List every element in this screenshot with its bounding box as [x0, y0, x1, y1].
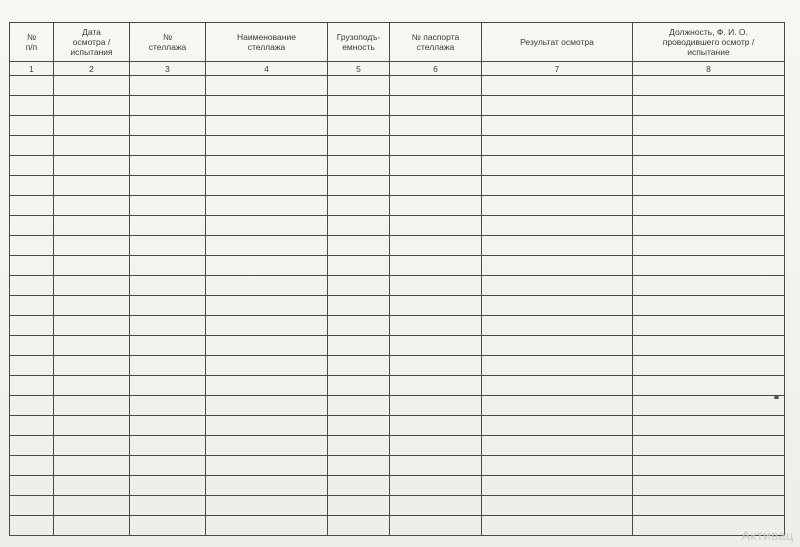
table-cell [390, 196, 482, 216]
table-cell [328, 316, 390, 336]
table-row [10, 136, 785, 156]
table-cell [130, 396, 206, 416]
column-number: 2 [54, 62, 130, 76]
table-cell [130, 496, 206, 516]
table-cell [390, 456, 482, 476]
table-cell [10, 416, 54, 436]
table-cell [10, 76, 54, 96]
table-cell [390, 336, 482, 356]
table-cell [482, 216, 633, 236]
table-cell [390, 296, 482, 316]
table-cell [130, 476, 206, 496]
table-cell [10, 396, 54, 416]
table-cell [328, 456, 390, 476]
table-cell [390, 276, 482, 296]
inspection-journal-table [9, 22, 785, 536]
table-row [10, 476, 785, 496]
table-cell [206, 256, 328, 276]
header-rack-name: Наименование стеллажа [206, 23, 328, 62]
table-cell [10, 236, 54, 256]
column-number: 1 [10, 62, 54, 76]
table-cell [54, 196, 130, 216]
table-cell [54, 116, 130, 136]
table-cell [206, 396, 328, 416]
table-cell [206, 456, 328, 476]
table-cell [633, 316, 785, 336]
header-row [10, 23, 785, 62]
table-row [10, 456, 785, 476]
table-cell [482, 396, 633, 416]
table-cell [328, 356, 390, 376]
table-cell [390, 376, 482, 396]
table-cell [54, 496, 130, 516]
table-cell [206, 236, 328, 256]
table-cell [633, 416, 785, 436]
table-cell [206, 436, 328, 456]
table-cell [482, 476, 633, 496]
table-cell [206, 376, 328, 396]
table-cell [390, 116, 482, 136]
table-cell [482, 296, 633, 316]
table-row [10, 356, 785, 376]
table-cell [633, 436, 785, 456]
table-cell [633, 276, 785, 296]
table-cell [54, 436, 130, 456]
table-cell [633, 196, 785, 216]
table-cell [328, 156, 390, 176]
table-cell [206, 356, 328, 376]
table-row [10, 316, 785, 336]
column-number: 5 [328, 62, 390, 76]
table-cell [482, 516, 633, 536]
table-cell [206, 156, 328, 176]
table-cell [10, 476, 54, 496]
table-cell [633, 116, 785, 136]
table-cell [206, 496, 328, 516]
table-cell [130, 176, 206, 196]
table-cell [130, 276, 206, 296]
table-cell [328, 216, 390, 236]
column-number-row [10, 62, 785, 76]
table-row [10, 416, 785, 436]
table-cell [328, 196, 390, 216]
table-cell [328, 96, 390, 116]
table-cell [482, 96, 633, 116]
table-cell [482, 156, 633, 176]
table-cell [390, 476, 482, 496]
table-cell [328, 336, 390, 356]
table-cell [54, 416, 130, 436]
table-cell [482, 196, 633, 216]
table-cell [54, 76, 130, 96]
table-cell [54, 316, 130, 336]
table-cell [10, 496, 54, 516]
table-cell [130, 256, 206, 276]
column-number: 8 [633, 62, 785, 76]
table-cell [54, 456, 130, 476]
table-cell [130, 96, 206, 116]
table-cell [633, 456, 785, 476]
table-cell [633, 356, 785, 376]
table-cell [54, 156, 130, 176]
table-cell [10, 256, 54, 276]
table-cell [10, 376, 54, 396]
table-cell [206, 336, 328, 356]
table-cell [390, 436, 482, 456]
table-cell [10, 116, 54, 136]
table-row [10, 496, 785, 516]
table-cell [633, 96, 785, 116]
table-cell [390, 316, 482, 336]
table-cell [10, 176, 54, 196]
table-cell [328, 176, 390, 196]
table-row [10, 396, 785, 416]
table-cell [54, 516, 130, 536]
table-row [10, 376, 785, 396]
table-cell [328, 496, 390, 516]
table-cell [130, 136, 206, 156]
table-row [10, 516, 785, 536]
table-row [10, 236, 785, 256]
table-cell [206, 216, 328, 236]
table-cell [206, 416, 328, 436]
table-cell [390, 136, 482, 156]
table-cell [328, 276, 390, 296]
table-row [10, 256, 785, 276]
table-cell [10, 196, 54, 216]
table-cell [54, 276, 130, 296]
table-row [10, 296, 785, 316]
table-cell [130, 516, 206, 536]
table-cell [10, 336, 54, 356]
table-cell [390, 96, 482, 116]
table-cell [10, 276, 54, 296]
table-cell [633, 236, 785, 256]
table-cell [482, 336, 633, 356]
table-cell [390, 76, 482, 96]
table-cell [633, 396, 785, 416]
column-number: 7 [482, 62, 633, 76]
table-cell [130, 356, 206, 376]
table-cell [482, 316, 633, 336]
header-passport-number: № паспорта стеллажа [390, 23, 482, 62]
table-cell [10, 96, 54, 116]
table-cell [130, 436, 206, 456]
table-cell [482, 276, 633, 296]
table-cell [482, 456, 633, 476]
table-cell [206, 136, 328, 156]
header-inspection-result: Результат осмотра [482, 23, 633, 62]
table-cell [130, 236, 206, 256]
table-cell [130, 316, 206, 336]
table-row [10, 276, 785, 296]
table-cell [328, 296, 390, 316]
table-cell [130, 416, 206, 436]
table-cell [482, 376, 633, 396]
table-cell [10, 356, 54, 376]
table-cell [633, 496, 785, 516]
table-cell [328, 376, 390, 396]
table-cell [206, 516, 328, 536]
column-number: 6 [390, 62, 482, 76]
journal-body [10, 76, 785, 536]
table-cell [390, 516, 482, 536]
paper-speck [774, 396, 779, 399]
table-cell [130, 376, 206, 396]
table-cell [206, 196, 328, 216]
table-cell [54, 296, 130, 316]
table-cell [328, 436, 390, 456]
table-cell [130, 156, 206, 176]
table-cell [54, 236, 130, 256]
table-cell [328, 136, 390, 156]
table-cell [206, 96, 328, 116]
table-cell [206, 116, 328, 136]
table-cell [206, 296, 328, 316]
table-cell [482, 116, 633, 136]
column-number: 4 [206, 62, 328, 76]
table-cell [10, 136, 54, 156]
table-cell [206, 476, 328, 496]
table-cell [10, 156, 54, 176]
table-cell [54, 176, 130, 196]
table-row [10, 156, 785, 176]
table-cell [130, 196, 206, 216]
table-cell [482, 416, 633, 436]
header-item-number: № п/п [10, 23, 54, 62]
table-row [10, 76, 785, 96]
table-cell [482, 356, 633, 376]
table-cell [390, 416, 482, 436]
activation-watermark: Активац [741, 528, 794, 543]
table-cell [328, 476, 390, 496]
table-row [10, 116, 785, 136]
table-cell [390, 176, 482, 196]
table-row [10, 336, 785, 356]
header-rack-number: № стеллажа [130, 23, 206, 62]
table-cell [482, 256, 633, 276]
table-cell [390, 256, 482, 276]
table-cell [54, 216, 130, 236]
table-row [10, 216, 785, 236]
table-cell [328, 516, 390, 536]
table-cell [390, 236, 482, 256]
table-cell [130, 116, 206, 136]
table-cell [390, 496, 482, 516]
table-cell [633, 76, 785, 96]
table-cell [633, 476, 785, 496]
table-cell [130, 76, 206, 96]
table-cell [54, 336, 130, 356]
table-cell [10, 516, 54, 536]
header-load-capacity: Грузоподъ- емность [328, 23, 390, 62]
table-cell [390, 356, 482, 376]
table-cell [482, 136, 633, 156]
table-cell [328, 76, 390, 96]
table-cell [633, 216, 785, 236]
header-inspector: Должность, Ф. И. О. проводившего осмотр / испытание [633, 23, 785, 62]
table-cell [633, 296, 785, 316]
table-cell [206, 316, 328, 336]
table-row [10, 96, 785, 116]
table-cell [130, 216, 206, 236]
table-cell [54, 96, 130, 116]
table-cell [633, 136, 785, 156]
table-cell [390, 396, 482, 416]
table-cell [390, 156, 482, 176]
table-cell [633, 376, 785, 396]
table-cell [54, 476, 130, 496]
table-cell [10, 436, 54, 456]
table-cell [54, 356, 130, 376]
table-cell [633, 256, 785, 276]
table-cell [482, 436, 633, 456]
table-cell [328, 116, 390, 136]
table-row [10, 176, 785, 196]
table-cell [206, 76, 328, 96]
table-cell [130, 336, 206, 356]
table-cell [390, 216, 482, 236]
table-cell [482, 236, 633, 256]
table-cell [54, 396, 130, 416]
header-inspection-date: Дата осмотра / испытания [54, 23, 130, 62]
column-number: 3 [130, 62, 206, 76]
table-cell [10, 216, 54, 236]
table-cell [54, 136, 130, 156]
table-row [10, 196, 785, 216]
table-cell [482, 496, 633, 516]
table-cell [206, 276, 328, 296]
table-cell [328, 396, 390, 416]
table-cell [633, 156, 785, 176]
table-cell [130, 456, 206, 476]
table-cell [130, 296, 206, 316]
table-cell [328, 236, 390, 256]
table-cell [54, 256, 130, 276]
table-cell [54, 376, 130, 396]
table-cell [482, 176, 633, 196]
table-cell [482, 76, 633, 96]
table-cell [633, 176, 785, 196]
table-cell [10, 296, 54, 316]
table-cell [328, 416, 390, 436]
table-cell [328, 256, 390, 276]
table-row [10, 436, 785, 456]
table-cell [206, 176, 328, 196]
table-cell [10, 456, 54, 476]
table-cell [10, 316, 54, 336]
table-cell [633, 336, 785, 356]
